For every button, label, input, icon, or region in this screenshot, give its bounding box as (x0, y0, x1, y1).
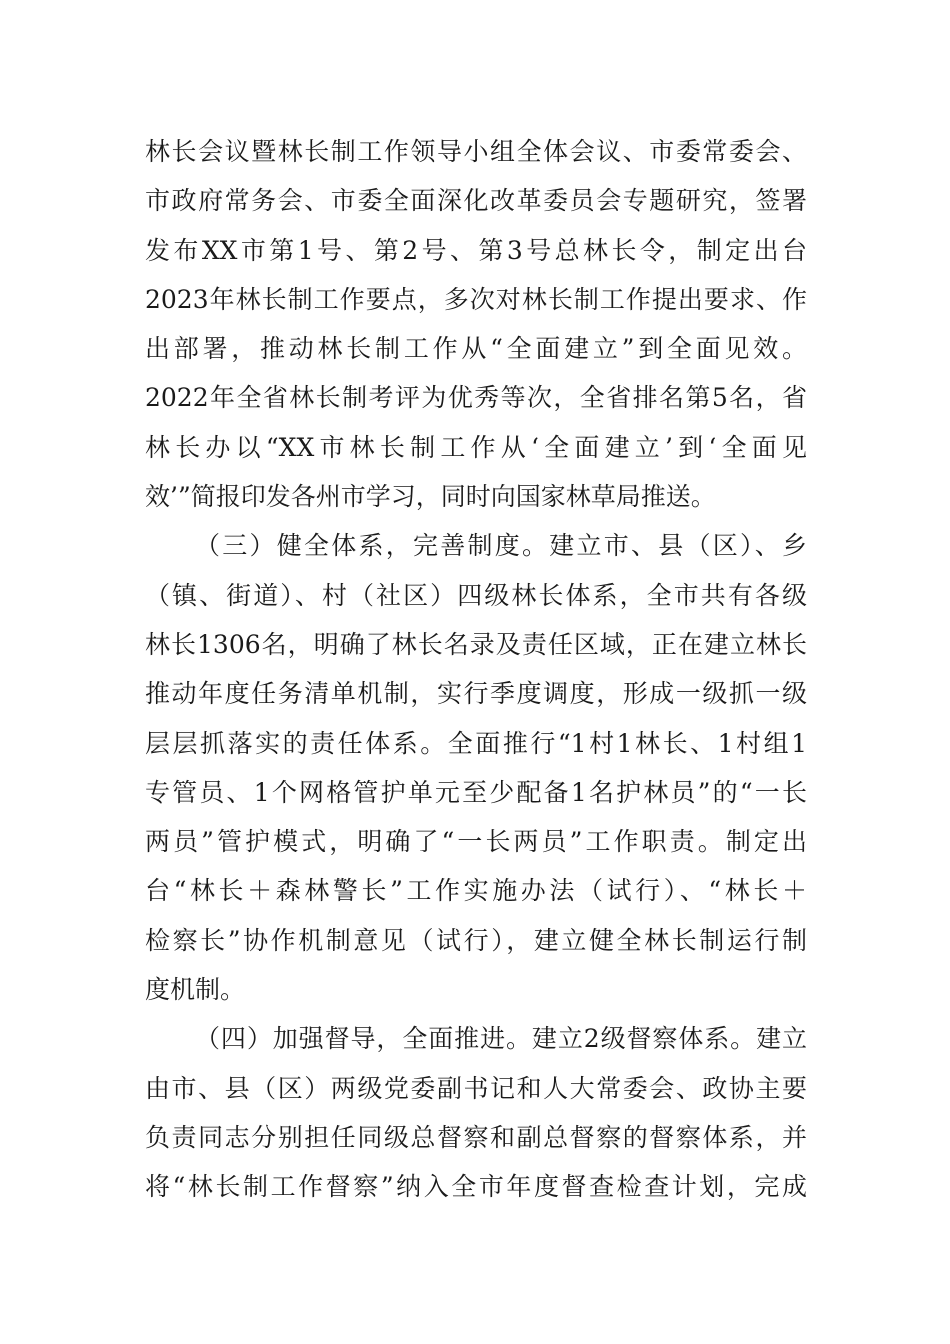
paragraph-line: 2022年全省林长制考评为优秀等次，全省排名第5名，省 (145, 383, 807, 413)
paragraph-line: 度机制。 (145, 975, 246, 1005)
paragraph-line: 出部署，推动林长制工作从“全面建立”到全面见效。 (145, 334, 807, 364)
paragraph-line: 负责同志分别担任同级总督察和副总督察的督察体系，并 (145, 1122, 807, 1152)
paragraph-line: 由市、县（区）两级党委副书记和人大常委会、政协主要 (145, 1073, 807, 1103)
paragraph-line: 专管员、1个网格管护单元至少配备1名护林员”的“一长 (145, 777, 807, 807)
paragraph-line: 将“林长制工作督察”纳入全市年度督查检查计划，完成 (145, 1172, 807, 1202)
paragraph-line: （镇、街道）、村（社区）四级林长体系，全市共有各级 (145, 580, 807, 610)
paragraph-line: 层层抓落实的责任体系。全面推行“1村1林长、1村组1 (145, 728, 807, 758)
section-heading-line: （四）加强督导，全面推进。建立2级督察体系。建立 (195, 1024, 807, 1054)
paragraph-line: 林长1306名，明确了林长名录及责任区域，正在建立林长 (145, 629, 807, 659)
paragraph-line: 效’”简报印发各州市学习，同时向国家林草局推送。 (145, 482, 716, 512)
paragraph-line: 检察长”协作机制意见（试行），建立健全林长制运行制 (145, 925, 807, 955)
paragraph-line: 台“林长＋森林警长”工作实施办法（试行）、“林长＋ (145, 876, 807, 906)
paragraph-line: 推动年度任务清单机制，实行季度调度，形成一级抓一级 (145, 679, 807, 709)
paragraph-line: 两员”管护模式，明确了“一长两员”工作职责。制定出 (145, 827, 807, 857)
paragraph-line: 林长办以“XX市林长制工作从‘全面建立’到‘全面见 (145, 432, 807, 462)
section-heading-line: （三）健全体系，完善制度。建立市、县（区）、乡 (195, 531, 807, 561)
paragraph-line: 发布XX市第1号、第2号、第3号总林长令，制定出台 (145, 235, 807, 265)
paragraph-line: 林长会议暨林长制工作领导小组全体会议、市委常委会、 (145, 137, 807, 166)
paragraph-line: 市政府常务会、市委全面深化改革委员会专题研究，签署 (145, 186, 807, 216)
paragraph-line: 2023年林长制工作要点，多次对林长制工作提出要求、作 (145, 284, 807, 314)
document-body (145, 127, 807, 1212)
